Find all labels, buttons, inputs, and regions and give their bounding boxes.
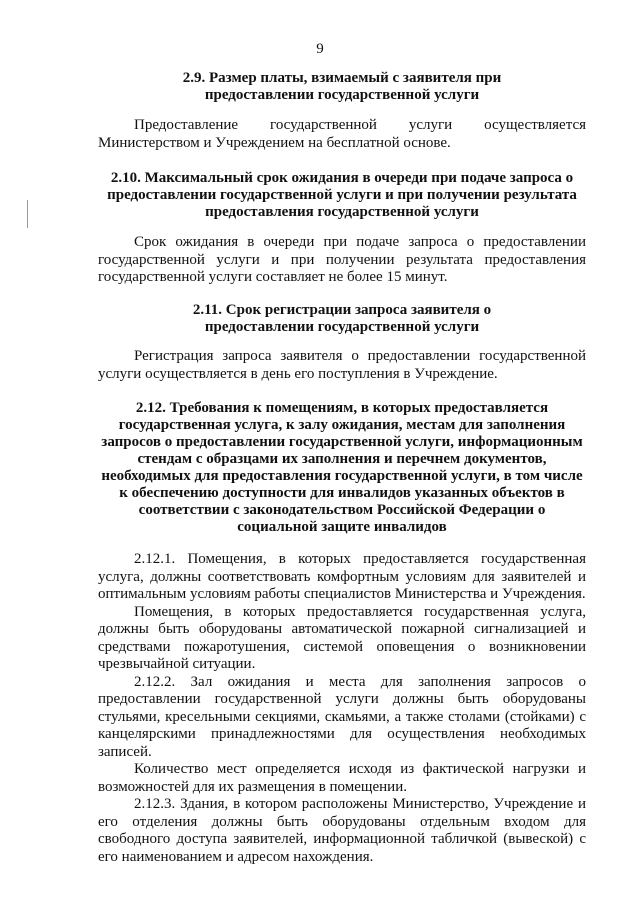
section-2-10-body [98,234,586,287]
paragraph: 2.12.3. Здания, в котором расположены Министерство, Учреждение и его отделения должны быть оборудованы отдельным входом для свободного доступа заявителей, информационной табличкой (вывеской) с его наименованием и адресом нахождения. [98,796,586,865]
section-2-12-body [98,551,586,866]
paragraph: Помещения, в которых предоставляется государственная услуга, должны быть оборудованы автоматической пожарной сигнализацией и средствами пожаротушения, системой оповещения о возникновении чрезвычайной ситуации. [98,603,586,672]
section-2-10 [98,170,586,221]
section-heading: 2.10. Максимальный срок ожидания в очереди при подаче запроса о предоставлении государственной услуги и при получении результата предоставления государственной услуги [107,170,577,220]
paragraph: 2.12.2. Зал ожидания и места для заполнения запросов о предоставлении государственной услуги должны быть оборудованы стульями, кресельными секциями, скамьями, а также столами (стойками) с канцелярскими принадлежностями для осуществления необходимых записей. [98,673,586,760]
paragraph: Срок ожидания в очереди при подаче запроса о предоставлении государственной услуги и при получении результата предоставления государственной услуги составляет не более 15 минут. [98,234,586,285]
scan-edge-mark [27,200,28,228]
section-heading: 2.9. Размер платы, взимаемый с заявителя при предоставлении государственной услуги [182,70,502,103]
section-2-12 [98,400,586,536]
paragraph: 2.12.1. Помещения, в которых предоставляется государственная услуга, должны соответствовать комфортным условиям для заявителей и оптимальным условиям работы специалистов Министерства и Учреждения. [98,551,586,602]
section-2-9 [98,70,586,104]
paragraph: Регистрация запроса заявителя о предоставлении государственной услуги осуществляется в день его поступления в Учреждение. [98,348,586,382]
page-number: 9 [316,41,324,57]
section-heading: 2.11. Срок регистрации запроса заявителя о предоставлении государственной услуги [192,302,492,335]
paragraph: Количество мест определяется исходя из фактической нагрузки и возможностей для их размещения в помещении. [98,761,586,795]
section-2-11-body [98,348,586,383]
section-2-9-body [98,117,586,152]
paragraph: Предоставление государственной услуги осуществляется Министерством и Учреждением на бесплатной основе. [98,117,586,151]
section-heading: 2.12. Требования к помещениям, в которых предоставляется государственная услуга, к залу ожидания, местам для заполнения запросов о предоставлении государственной услуги, информационным стендам с образцами их заполнения и перечнем документов, необходимых для предоставления государственной услуги, в том числе к обеспечению доступности для инвалидов указанных объектов в соответствии с законодательством Российской Федерации о социальной защите инвалидов [101,400,583,535]
section-2-11 [98,302,586,336]
